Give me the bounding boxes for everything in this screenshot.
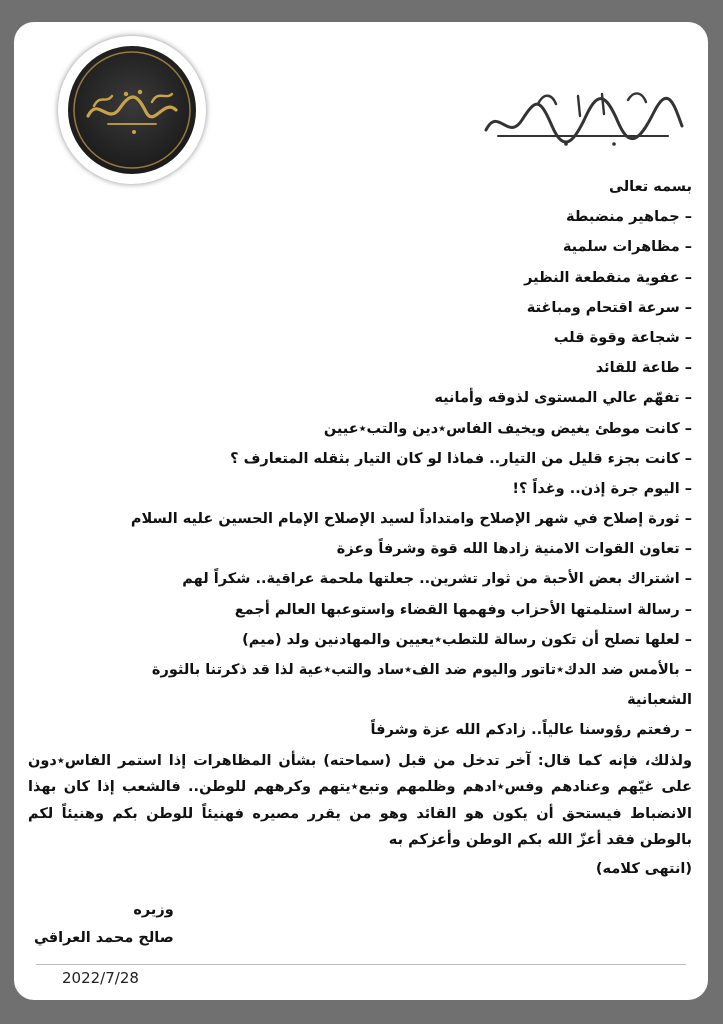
list-item: الشعبانية xyxy=(627,692,692,709)
signoff-title: وزيره xyxy=(133,902,174,918)
list-item: – ثورة إصلاح في شهر الإصلاح وامتداداً لسيد الإصلاح الإمام الحسين عليه السلام xyxy=(130,511,692,528)
bullet-list xyxy=(28,202,692,745)
list-item: – سرعة اقتحام ومباغتة xyxy=(526,299,692,316)
list-item: – رسالة استلمتها الأحزاب وفهمها القضاء واستوعبها العالم أجمع xyxy=(234,601,692,618)
calligraphy-signature-art xyxy=(478,86,688,148)
document-sheet xyxy=(14,22,708,1000)
list-item: – تفهّم عالي المستوى لذوقه وأمانيه xyxy=(434,390,692,407)
list-item: – كانت بجزء قليل من التيار.. فماذا لو كان التيار بثقله المتعارف ؟ xyxy=(230,450,692,467)
list-item: – اشتراك بعض الأحبة من ثوار تشرين.. جعلتها ملحمة عراقية.. شكراً لهم xyxy=(182,571,692,588)
seal-logo xyxy=(58,36,206,184)
statement-body xyxy=(28,172,692,882)
list-item: – اليوم جرة إذن.. وغداً ؟! xyxy=(512,480,692,497)
signoff-name: صالح محمد العراقي xyxy=(34,930,174,946)
list-item: – عفوية منقطعة النظير xyxy=(524,269,692,286)
seal-logo-art xyxy=(68,46,196,174)
signoff xyxy=(34,902,174,946)
list-item: – طاعة للقائد xyxy=(595,360,692,377)
footer-divider xyxy=(36,964,686,965)
greeting: بسمه تعالى xyxy=(609,179,692,195)
document-date: 2022/7/28 xyxy=(62,969,139,987)
list-item: – بالأمس ضد الدك٭تاتور واليوم ضد الف٭ساد والتب٭عية لذا قد ذكرتنا بالثورة xyxy=(151,662,692,678)
calligraphy-signature xyxy=(478,86,688,148)
list-item: – كانت موطئ يغيض ويخيف الفاس٭دين والتب٭عيين xyxy=(323,420,692,437)
list-item: – شجاعة وقوة قلب xyxy=(553,329,692,346)
list-item: – رفعتم رؤوسنا عالياً.. زادكم الله عزة وشرفاً xyxy=(370,722,692,739)
closing-paragraph: ولذلك، فإنه كما قال: آخر تدخل من قبل (سماحته) بشأن المظاهرات إذا استمر الفاس٭دون على غيّهم وعنادهم وفس٭ادهم وظلمهم وتبع٭يتهم وكرههم للوطن.. فالشعب إذا كان بهذا الانضباط فيستحق أن يكون هو القائد وهو من يقرر مصيره فهنيئاً للوطن بكم وهنيئاً لكم بالوطن فقد أعزّ الله بكم الوطن وأعزكم به xyxy=(28,752,692,849)
list-item: – جماهير منضبطة xyxy=(566,209,692,226)
seal-logo-badge xyxy=(68,46,196,174)
list-item: – تعاون القوات الامنية زادها الله قوة وشرفاً وعزة xyxy=(336,541,692,558)
list-item: – مظاهرات سلمية xyxy=(562,239,692,256)
end-quote: (انتهى كلامه) xyxy=(595,860,692,877)
list-item: – لعلها تصلح أن تكون رسالة للتطب٭يعيين والمهادنين ولد (ميم) xyxy=(242,631,692,648)
